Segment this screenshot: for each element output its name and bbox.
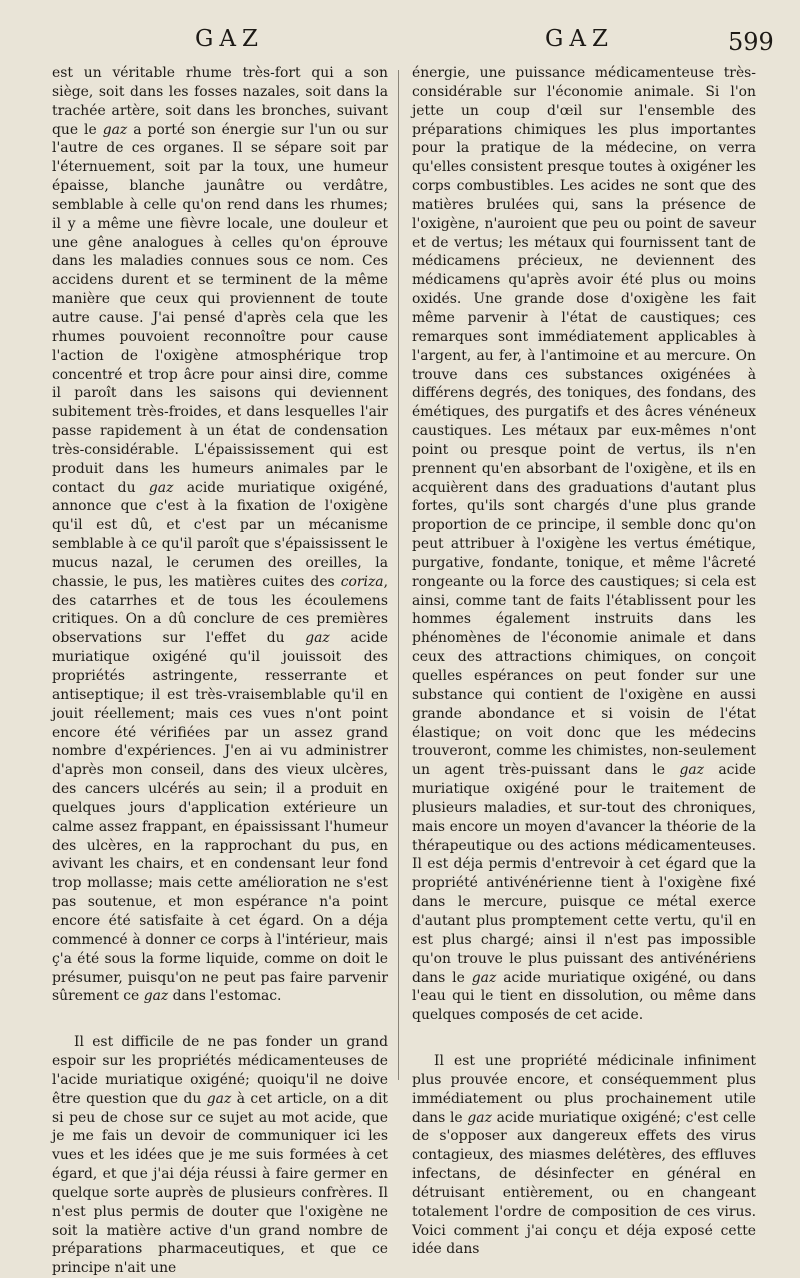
right-paragraph-1: énergie, une puissance médicamenteuse très-considérable sur l'économie animale. Si l'on jette un coup d'œil sur l'ensemble des préparations chimiques les plus importantes pour la pratique de la médecine, on verra qu'elles consistent presque toutes à oxigéner les corps combustibles. Les acides ne sont que des matières brulées qui, sans la présence de l'oxigène, n'auroient que peu ou point de saveur et de vertus; les métaux qui fournissent tant de médicamens précieux, ne deviennent des médicamens qu'après avoir été plus ou moins oxidés. Une grande dose d'oxigène les fait même parvenir à l'état de caustiques; ces remarques sont immédiatement applicables à l'argent, au fer, à l'antimoine et au mercure. On trouve dans ces substances oxigénées à différens degrés, des toniques, des fondans, des émétiques, des purgatifs et des âcres vénéneux caustiques. Les métaux par eux-mêmes n'ont point ou presque point de vertus, ils n'en prennent qu'en absorbant de l'oxigène, et ils en acquièrent dans des graduations d'autant plus fortes, qu'ils sont chargés d'une plus grande proportion de ce principe, il semble donc qu'on peut attribuer à l'oxigène les vertus émétique, purgative, fondante, tonique, et même l'âcreté rongeante ou la force des caustiques; si cela est ainsi, comme tant de faits l'établissent pour les hommes également instruits dans les phénomènes de l'économie animale et dans ceux des attractions chimiques, on conçoit quelles espérances on peut fonder sur une substance qui contient de l'oxigène en aussi grande abondance et si voisin de l'état élastique; on voit donc que les médecins trouveront, comme les chimistes, non-seulement un agent très-puissant dans le gaz acide muriatique oxigéné pour le traitement de plusieurs maladies, et sur-tout des chroniques, mais encore un moyen d'avancer la théorie de la thérapeutique ou des actions médicamenteuses. Il est déja permis d'entrevoir à cet égard que la propriété antivénérienne tient à l'oxigène fixé dans le mercure, puisque ce métal exerce d'autant plus promptement cette vertu, qu'il en est plus chargé; ainsi il n'est pas impossible qu'on trouve le plus puissant des antivénériens dans le gaz acide muriatique oxigéné, ou dans l'eau qui le tient en dissolution, ou même dans quelques composés de cet acide.	[412, 65, 756, 1024]
page-number: 599	[728, 28, 774, 56]
header-right-title: GAZ	[545, 26, 614, 52]
running-header	[0, 22, 800, 62]
right-column	[412, 64, 756, 1259]
header-left-title: GAZ	[195, 26, 264, 52]
left-column	[52, 64, 388, 1278]
column-divider	[398, 70, 399, 1080]
left-paragraph-2: Il est difficile de ne pas fonder un grand espoir sur les propriétés médicamenteuses de l'acide muriatique oxigéné; quoiqu'il ne doive être question que du gaz à cet article, on a dit si peu de chose sur ce sujet au mot acide, que je me fais un devoir de communiquer ici les vues et les idées que je me suis formées à cet égard, et que j'ai déja réussi à faire germer en quelque sorte auprès de plusieurs confrères. Il n'est plus permis de douter que l'oxigène ne soit la matière active d'un grand nombre de préparations pharmaceutiques, et que ce principe n'ait une	[52, 1034, 388, 1277]
left-paragraph-1: est un véritable rhume très-fort qui a son siège, soit dans les fosses nazales, soit dans la trachée artère, soit dans les bronches, suivant que le gaz a porté son énergie sur l'un ou sur l'autre de ces organes. Il se sépare soit par l'éternuement, soit par la toux, une humeur épaisse, blanche jaunâtre ou verdâtre, semblable à celle qu'on rend dans les rhumes; il y a même une fièvre locale, une douleur et une gêne analogues à celles qu'on éprouve dans les maladies connues sous ce nom. Ces accidens durent et se terminent de la même manière que ceux qui proviennent de toute autre cause. J'ai pensé d'après cela que les rhumes pouvoient reconnoître pour cause l'action de l'oxigène atmosphérique trop concentré et trop âcre pour ainsi dire, comme il paroît dans les saisons qui deviennent subitement très-froides, et dans lesquelles l'air passe rapidement à un état de condensation très-considérable. L'épaississement qui est produit dans les humeurs animales par le contact du gaz acide muriatique oxigéné, annonce que c'est à la fixation de l'oxigène qu'il est dû, et c'est par un mécanisme semblable à ce qu'il paroît que s'épaississent le mucus nazal, le cerumen des oreilles, la chassie, le pus, les matières cuites des coriza, des catarrhes et de tous les écoulemens critiques. On a dû conclure de ces premières observations sur l'effet du gaz acide muriatique oxigéné qu'il jouissoit des propriétés astringente, resserrante et antiseptique; il est très-vraisemblable qu'il en jouit réellement; mais ces vues n'ont point encore été vérifiées par un assez grand nombre d'expériences. J'en ai vu administrer d'après mon conseil, dans des vieux ulcères, des cancers ulcérés au sein; il a produit en quelques jours d'application extérieure un calme assez frappant, en épaississant l'humeur des ulcères, en la rapprochant du pus, en avivant les chairs, et en condensant leur fond trop mollasse; mais cette amélioration ne s'est pas soutenue, et mon espérance n'a point encore été satisfaite à cet égard. On a déja commencé à donner ce corps à l'intérieur, mais ç'a été sous la forme liquide, comme on doit le présumer, puisqu'on ne peut pas faire parvenir sûrement ce gaz dans l'estomac.	[52, 65, 389, 1005]
right-paragraph-2: Il est une propriété médicinale infiniment plus prouvée encore, et conséquemment plus immédiatement ou plus prochainement utile dans le gaz acide muriatique oxigéné; c'est celle de s'opposer aux dangereux effets des virus contagieux, des miasmes delétères, des effluves infectans, de désinfecter en général en détruisant entièrement, ou en changeant totalement l'ordre de composition de ces virus. Voici comment j'ai conçu et déja exposé cette idée dans	[412, 1053, 756, 1258]
